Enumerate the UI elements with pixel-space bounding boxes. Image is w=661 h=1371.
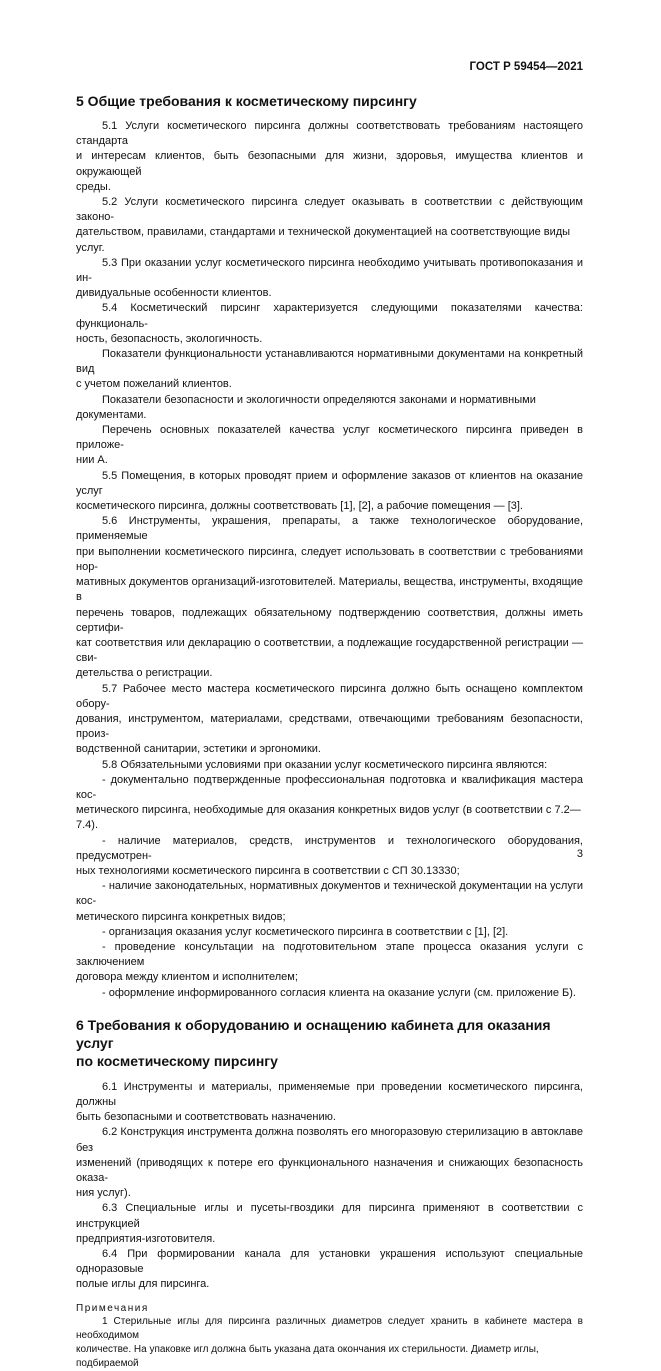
section5-line: 5.4 Косметический пирсинг характеризуется следующими показателями качества: функциональ- [76,302,583,330]
section6-line: быть безопасными и соответствовать назначению. [76,1111,336,1124]
section5-line: Показатели безопасности и экологичности определяются законами и нормативными документами. [76,393,536,421]
section5-line: мативных документов организаций-изготовителей. Материалы, вещества, инструменты, входящие в [76,576,583,604]
section5-line: косметического пирсинга, должны соответствовать [1], [2], а рабочие помещения — [3]. [76,500,523,513]
section5-line: - оформление информированного согласия клиента на оказание услуги (см. приложение Б). [102,986,576,999]
section6-line: ния услуг). [76,1187,131,1200]
section-5-body [76,119,583,1001]
notes-title: Примечания [76,1302,149,1314]
notes-body [76,1315,583,1371]
section5-line: 5.3 При оказании услуг косметического пирсинга необходимо учитывать противопоказания и ин- [76,256,583,285]
section5-line: при выполнении косметического пирсинга, следует использовать в соответствии с требованиями нор- [76,545,583,573]
section5-line: - наличие законодательных, нормативных документов и технической документации на услуги кос- [76,880,583,908]
section5-line: Перечень основных показателей качества услуг косметического пирсинга приведен в приложе- [76,424,583,452]
section5-line: дательством, правилами, стандартами и технической документацией на соответствующие виды услуг. [76,226,571,254]
section6-line: 6.2 Конструкция инструмента должна позволять его многоразовую стерилизацию в автоклаве без [76,1126,583,1154]
section5-line: Показатели функциональности устанавливаются нормативными документами на конкретный вид [76,348,583,376]
section5-line: 5.8 Обязательными условиями при оказании услуг косметического пирсинга являются: [102,758,548,771]
section5-line: - проведение консультации на подготовительном этапе процесса оказания услуги с заключением [76,940,583,969]
section5-line: детельства о регистрации. [76,667,213,680]
section5-line: дивидуальные особенности клиентов. [76,287,272,300]
section5-line: нии А. [76,454,108,467]
notes-line: количестве. На упаковке игл должна быть указана дата окончания их стерильности. Диаметр иглы, подбираемой [76,1343,539,1369]
section6-line: 6.1 Инструменты и материалы, применяемые при проведении косметического пирсинга, должны [76,1080,583,1108]
section-6-heading [76,1016,583,1070]
section5-line: 5.2 Услуги косметического пирсинга следует оказывать в соответствии с действующим законо- [76,196,583,224]
section5-line: ных технологиями косметического пирсинга в соответствии с СП 30.13330; [76,864,460,877]
section6-line: полые иглы для пирсинга. [76,1278,210,1291]
section5-line: метического пирсинга конкретных видов; [76,910,286,923]
section5-line: кат соответствия или декларацию о соответствии, а подлежащие государственной регистрации — сви- [76,636,583,665]
section6-line: 6.3 Специальные иглы и пусеты-гвоздики для пирсинга применяют в соответствии с инструкцией [76,1202,583,1230]
section5-line: ность, безопасность, экологичность. [76,332,263,345]
notes-line: 1 Стерильные иглы для пирсинга различных диаметров следует хранить в кабинете мастера в необходимом [76,1315,583,1341]
section5-line: 5.1 Услуги косметического пирсинга должны соответствовать требованиям настоящего стандарта [76,120,583,148]
section6-line: предприятия-изготовителя. [76,1232,216,1245]
section5-line: 5.7 Рабочее место мастера косметического пирсинга должно быть оснащено комплектом обору- [76,682,583,710]
section-5-heading: 5 Общие требования к косметическому пирсингу [76,93,417,109]
section5-line: 5.5 Помещения, в которых проводят прием и оформление заказов от клиентов на оказание услуг [76,469,583,497]
section5-line: и интересам клиентов, быть безопасными для жизни, здоровья, имущества клиентов и окружающей [76,150,583,178]
section5-line: перечень товаров, подлежащих обязательному подтверждению соответствия, должны иметь сертифи- [76,606,583,634]
section5-line: - организация оказания услуг косметического пирсинга в соответствии с [1], [2]. [102,925,509,938]
section6-line: изменений (приводящих к потере его функционального назначения и снижающих безопасность оказа- [76,1156,583,1184]
page-number: 3 [576,848,583,860]
section5-line: договора между клиентом и исполнителем; [76,971,298,984]
section5-line: водственной санитарии, эстетики и эргономики. [76,743,321,756]
section5-line: среды. [76,180,111,193]
document-code: ГОСТ Р 59454—2021 [469,61,583,73]
section5-line: дования, инструментом, материалами, средствами, отвечающими требованиям безопасности, произ- [76,712,583,741]
section-6-heading-line-2: по косметическому пирсингу [76,1052,278,1069]
section5-line: 5.6 Инструменты, украшения, препараты, а также технологическое оборудование, применяемые [76,515,583,543]
section6-line: 6.4 При формировании канала для установки украшения используют специальные одноразовые [76,1248,583,1276]
section5-line: метического пирсинга, необходимые для оказания конкретных видов услуг (в соответствии с 7.2—7.4). [76,804,581,832]
section5-line: - документально подтвержденные профессиональная подготовка и квалификация мастера кос- [76,773,583,801]
section-6-heading-line-1: 6 Требования к оборудованию и оснащению кабинета для оказания услуг [76,1016,551,1051]
section5-line: с учетом пожеланий клиентов. [76,378,232,391]
section-6-body [76,1080,583,1293]
section5-line: - наличие материалов, средств, инструментов и технологического оборудования, предусмотрен- [76,834,583,862]
